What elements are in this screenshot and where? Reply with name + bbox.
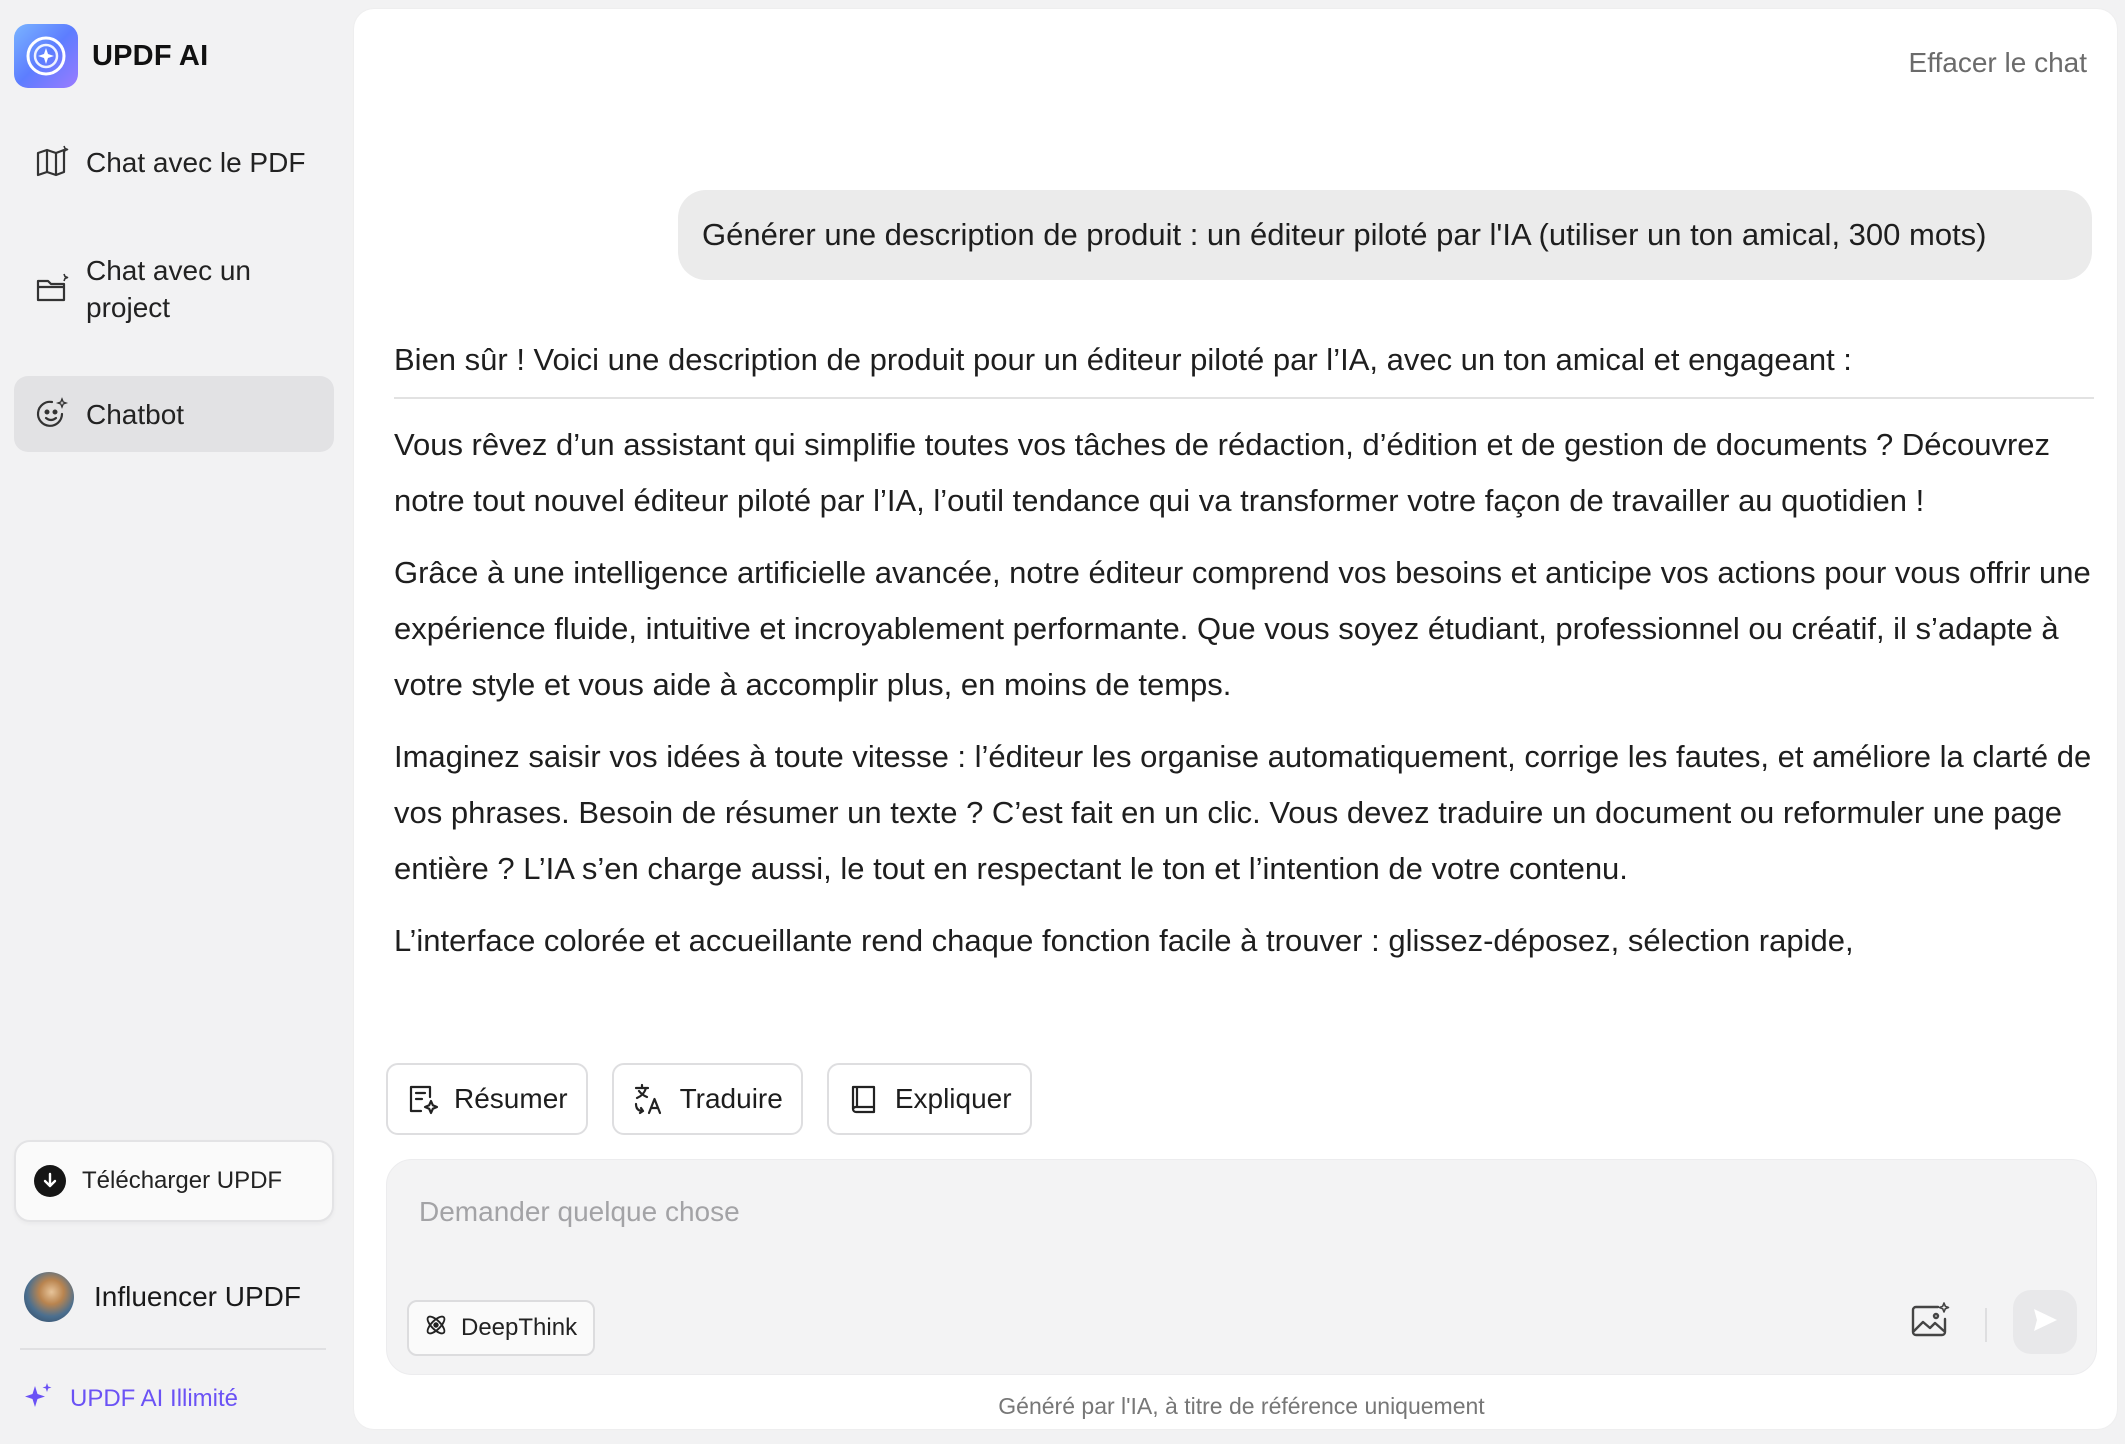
download-label: Télécharger UPDF: [82, 1167, 283, 1194]
sidebar-item-chat-project[interactable]: [14, 244, 334, 334]
user-message-bubble: Générer une description de produit : un éditeur piloté par l'IA (utiliser un ton amical, 300 mots): [678, 190, 2092, 280]
download-icon: [34, 1165, 66, 1197]
user-name: Influencer UPDF: [94, 1281, 301, 1312]
deepthink-label: DeepThink: [461, 1314, 578, 1341]
summarize-label: Résumer: [454, 1083, 568, 1114]
app-name: UPDF AI: [92, 39, 209, 72]
summarize-icon: [406, 1082, 440, 1116]
ask-input[interactable]: [419, 1190, 1919, 1234]
unlimited-label: UPDF AI Illimité: [70, 1384, 239, 1412]
deepthink-toggle[interactable]: [407, 1300, 595, 1356]
download-updf-button[interactable]: [14, 1140, 334, 1222]
clear-chat-button[interactable]: Effacer le chat: [1908, 47, 2087, 78]
answer-paragraph: L’interface colorée et accueillante rend chaque fonction facile à trouver : glissez-déposez, sélection rapide,: [394, 923, 1854, 958]
explain-label: Expliquer: [894, 1083, 1012, 1114]
book-icon: [847, 1082, 881, 1116]
sparkle-icon: [22, 1380, 54, 1417]
composer-divider: [1985, 1308, 1987, 1342]
answer-divider: [394, 397, 2094, 399]
chat-panel: [354, 9, 2117, 1429]
composer: [386, 1159, 2097, 1375]
updf-ai-logo-icon: [14, 24, 78, 88]
quick-actions: [386, 1063, 1056, 1135]
send-button[interactable]: [2013, 1290, 2077, 1354]
explain-button[interactable]: [827, 1063, 1032, 1135]
answer-paragraph: Grâce à une intelligence artificielle avancée, notre éditeur comprend vos besoins et anticipe vos actions pour vous offrir une expérience fluide, intuitive et incroyablement performante. Que vous soyez étudiant, professionnel ou créatif, il s’adapte à votre style et vous aide à accomplir plus, en moins de temps.: [394, 555, 2091, 702]
folder-sparkle-icon: [34, 271, 70, 307]
updf-ai-unlimited-link[interactable]: [22, 1380, 238, 1417]
sidebar-item-chat-pdf[interactable]: [14, 130, 334, 194]
translate-icon: [632, 1082, 666, 1116]
image-add-button[interactable]: [1905, 1298, 1955, 1348]
image-add-icon: [1908, 1299, 1952, 1348]
atom-icon: [423, 1312, 449, 1345]
answer-paragraph: Vous rêvez d’un assistant qui simplifie toutes vos tâches de rédaction, d’édition et de gestion de documents ? Découvrez notre tout nouvel éditeur piloté par l’IA, l’outil tendance qui va transformer votre façon de travailler au quotidien !: [394, 427, 2051, 518]
sidebar-item-label: Chatbot: [86, 398, 185, 430]
ai-disclaimer: Généré par l'IA, à titre de référence uniquement: [998, 1393, 1485, 1419]
brand[interactable]: [14, 24, 208, 88]
sidebar-item-chatbot[interactable]: [14, 376, 334, 452]
sidebar: [0, 0, 350, 1444]
assistant-answer: [394, 339, 2094, 985]
translate-label: Traduire: [679, 1083, 783, 1114]
avatar: [24, 1272, 74, 1322]
book-sparkle-icon: [34, 144, 70, 180]
summarize-button[interactable]: [386, 1063, 588, 1135]
sidebar-item-label: Chat avec le PDF: [86, 146, 306, 178]
answer-intro: Bien sûr ! Voici une description de produit pour un éditeur piloté par l’IA, avec un ton amical et engageant :: [394, 342, 1852, 377]
answer-paragraph: Imaginez saisir vos idées à toute vitesse : l’éditeur les organise automatiquement, corrige les fautes, et améliore la clarté de vos phrases. Besoin de résumer un texte ? C’est fait en un clic. Vous devez traduire un document ou reformuler une page entière ? L’IA s’en charge aussi, le tout en respectant le ton et l’intention de votre contenu.: [394, 739, 2092, 886]
sidebar-item-label: Chat avec un project: [86, 255, 251, 323]
chatbot-face-icon: [34, 396, 70, 432]
translate-button[interactable]: [612, 1063, 803, 1135]
user-profile[interactable]: [24, 1272, 301, 1322]
send-icon: [2029, 1304, 2061, 1341]
sidebar-divider: [20, 1348, 326, 1350]
